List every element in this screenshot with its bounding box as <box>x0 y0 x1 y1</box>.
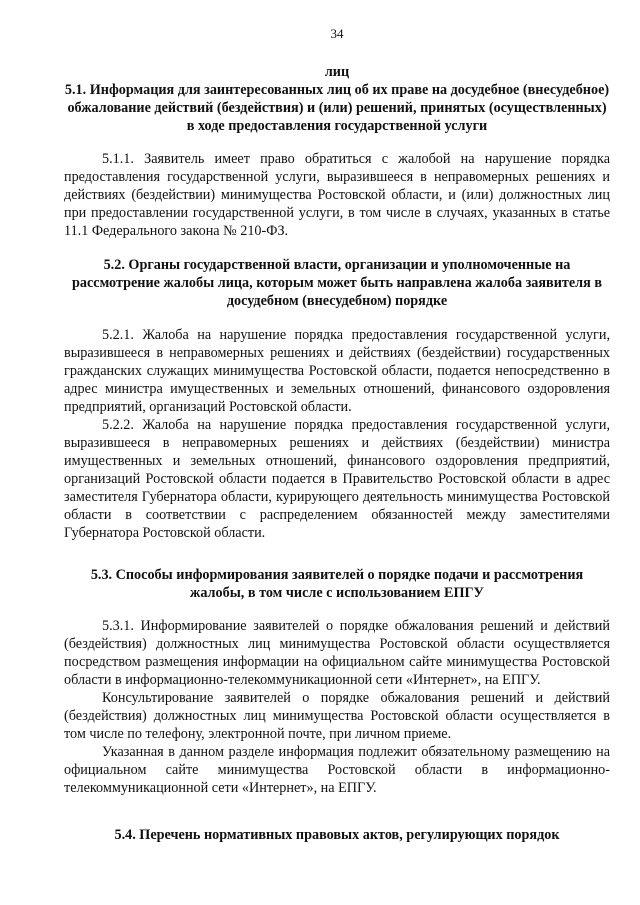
paragraph: Указанная в данном разделе информация подлежит обязательному размещению на официальном сайте минимущества Ростовской области в информационно-телекоммуникационной сети «Интернет», на ЕПГУ. <box>64 744 610 796</box>
paragraph: 5.3.1. Информирование заявителей о порядке обжалования решений и действий (бездействия) должностных лиц минимущества Ростовской области осуществляется посредством размещения информации на официальном сайте минимущества Ростовской области в информационно-телекоммуникационной сети «Интернет», на ЕПГУ. <box>64 618 610 688</box>
section-5-4-heading-block <box>64 826 610 844</box>
carry-over-heading: лиц <box>324 64 350 80</box>
section-heading: 5.2. Органы государственной власти, организации и уполномоченные на рассмотрение жалобы лица, которым может быть направлена жалоба заявителя в досудебном (внесудебном) порядке <box>71 257 603 309</box>
section-heading: 5.3. Способы информирования заявителей о порядке подачи и рассмотрения жалобы, в том числе с использованием ЕПГУ <box>90 567 584 601</box>
paragraph: Консультирование заявителей о порядке обжалования решений и действий (бездействия) должностных лиц минимущества Ростовской области осуществляется в том числе по телефону, электронной почте, при личном приеме. <box>64 690 610 742</box>
page-number: 34 <box>330 26 344 41</box>
section-5-2-heading-block <box>64 256 610 310</box>
section-heading: 5.4. Перечень нормативных правовых актов, регулирующих порядок <box>114 827 560 843</box>
paragraph: 5.2.2. Жалоба на нарушение порядка предоставления государственной услуги, выразившееся в неправомерных решениях и действиях (бездействии) министра имущественных и земельных отношений, финансового оздоровления предприятий, организаций Ростовской области подается в Правительство Ростовской области в адрес заместителя Губернатора области, курирующего деятельность минимущества Ростовской области в соответствии с распределением обязанностей между заместителями Губернатора Ростовской области. <box>64 417 610 541</box>
section-heading: 5.1. Информация для заинтересованных лиц об их праве на досудебное (внесудебное) обжалование действий (бездействия) и (или) решений, принятых (осуществленных) в ходе предоставления государственной услуги <box>64 82 610 134</box>
section-5-1-body <box>64 150 610 240</box>
paragraph: 5.1.1. Заявитель имеет право обратиться с жалобой на нарушение порядка предоставления государственной услуги, выразившееся в неправомерных решениях и действиях (бездействии) минимущества Ростовской области, и (или) должностных лиц при предоставлении государственной услуги, в том числе в случаях, указанных в статье 11.1 Федерального закона № 210-ФЗ. <box>64 151 610 239</box>
section-5-2-body <box>64 326 610 542</box>
paragraph: 5.2.1. Жалоба на нарушение порядка предоставления государственной услуги, выразившееся в неправомерных решениях и действиях (бездействии) государственных гражданских служащих минимущества Ростовской области, подается непосредственно в адрес министра имущественных и земельных отношений, финансового оздоровления предприятий, организаций Ростовской области. <box>64 327 610 415</box>
carry-over-heading-block <box>64 63 610 81</box>
section-5-3-heading-block <box>64 566 610 602</box>
section-5-1-heading-block <box>64 81 610 135</box>
section-5-3-body <box>64 617 610 797</box>
